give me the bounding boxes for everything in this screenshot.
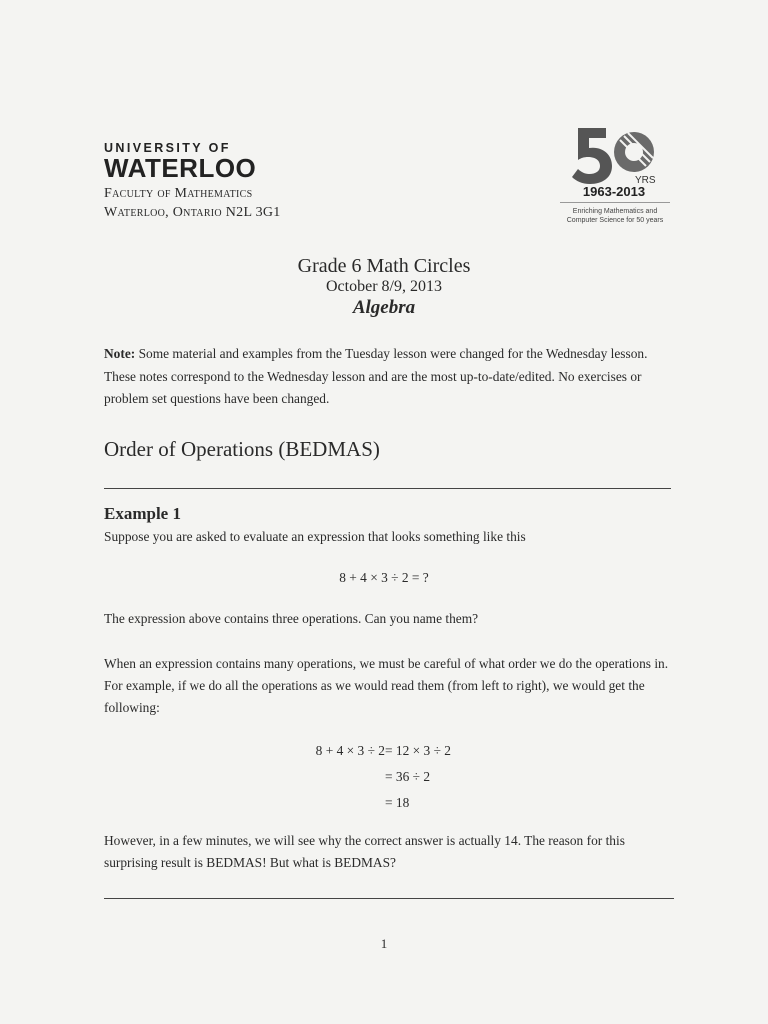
document-topic: Algebra [352,297,416,318]
anniversary-divider [560,202,670,203]
example-intro-paragraph: Suppose you are asked to evaluate an expression that looks something like this [104,529,526,544]
svg-text:YRS: YRS [635,175,656,186]
note-text: Some material and examples from the Tuesday lesson were changed for the Wednesday lesson. These notes correspond to the Wednesday lesson and are the most up-to-date/edited. No exercises or problem set questions have been changed. [104,346,648,406]
derivation-step: = 12 × 3 ÷ 2 [385,743,451,758]
note-paragraph [104,343,670,411]
document-title-block [0,254,768,320]
faculty-name: Faculty of Mathematics [104,186,253,201]
svg-text:1963-2013: 1963-2013 [582,184,646,198]
operations-question: The expression above contains three operations. Can you name them? [104,611,479,626]
anniversary-tagline [556,207,674,225]
section-divider [104,488,671,489]
fifty-years-icon [556,124,674,198]
university-logo [104,141,256,184]
anniversary-tagline-line1: Enriching Mathematics and [572,208,658,215]
page-number: 1 [380,936,388,951]
university-logo-main: WATERLOO [104,153,257,183]
order-explanation-paragraph: When an expression contains many operations, we must be careful of what order we do the operations in. For example, if we do all the operations as we would read them (from left to right), we would get the following: [104,656,669,715]
faculty-location: Waterloo, Ontario N2L 3G1 [104,205,281,220]
faculty-address [104,184,281,222]
note-label: Note: [104,346,136,361]
bedmas-intro-paragraph: However, in a few minutes, we will see why the correct answer is actually 14. The reason for this surprising result is BEDMAS! But what is BEDMAS? [104,833,625,870]
example-expression: 8 + 4 × 3 ÷ 2 = ? [339,570,429,585]
document-title: Grade 6 Math Circles [297,255,471,277]
anniversary-logo [556,124,674,225]
derivation-lhs: 8 + 4 × 3 ÷ 2 [315,743,385,758]
bottom-divider [104,898,674,899]
section-heading: Order of Operations (BEDMAS) [104,437,380,461]
document-date: October 8/9, 2013 [326,278,442,295]
example-heading: Example 1 [104,504,181,523]
university-logo-top: UNIVERSITY OF [104,141,231,155]
derivation-step: = 18 [385,795,410,810]
anniversary-tagline-line2: Computer Science for 50 years [566,217,664,224]
derivation-step: = 36 ÷ 2 [385,769,431,784]
